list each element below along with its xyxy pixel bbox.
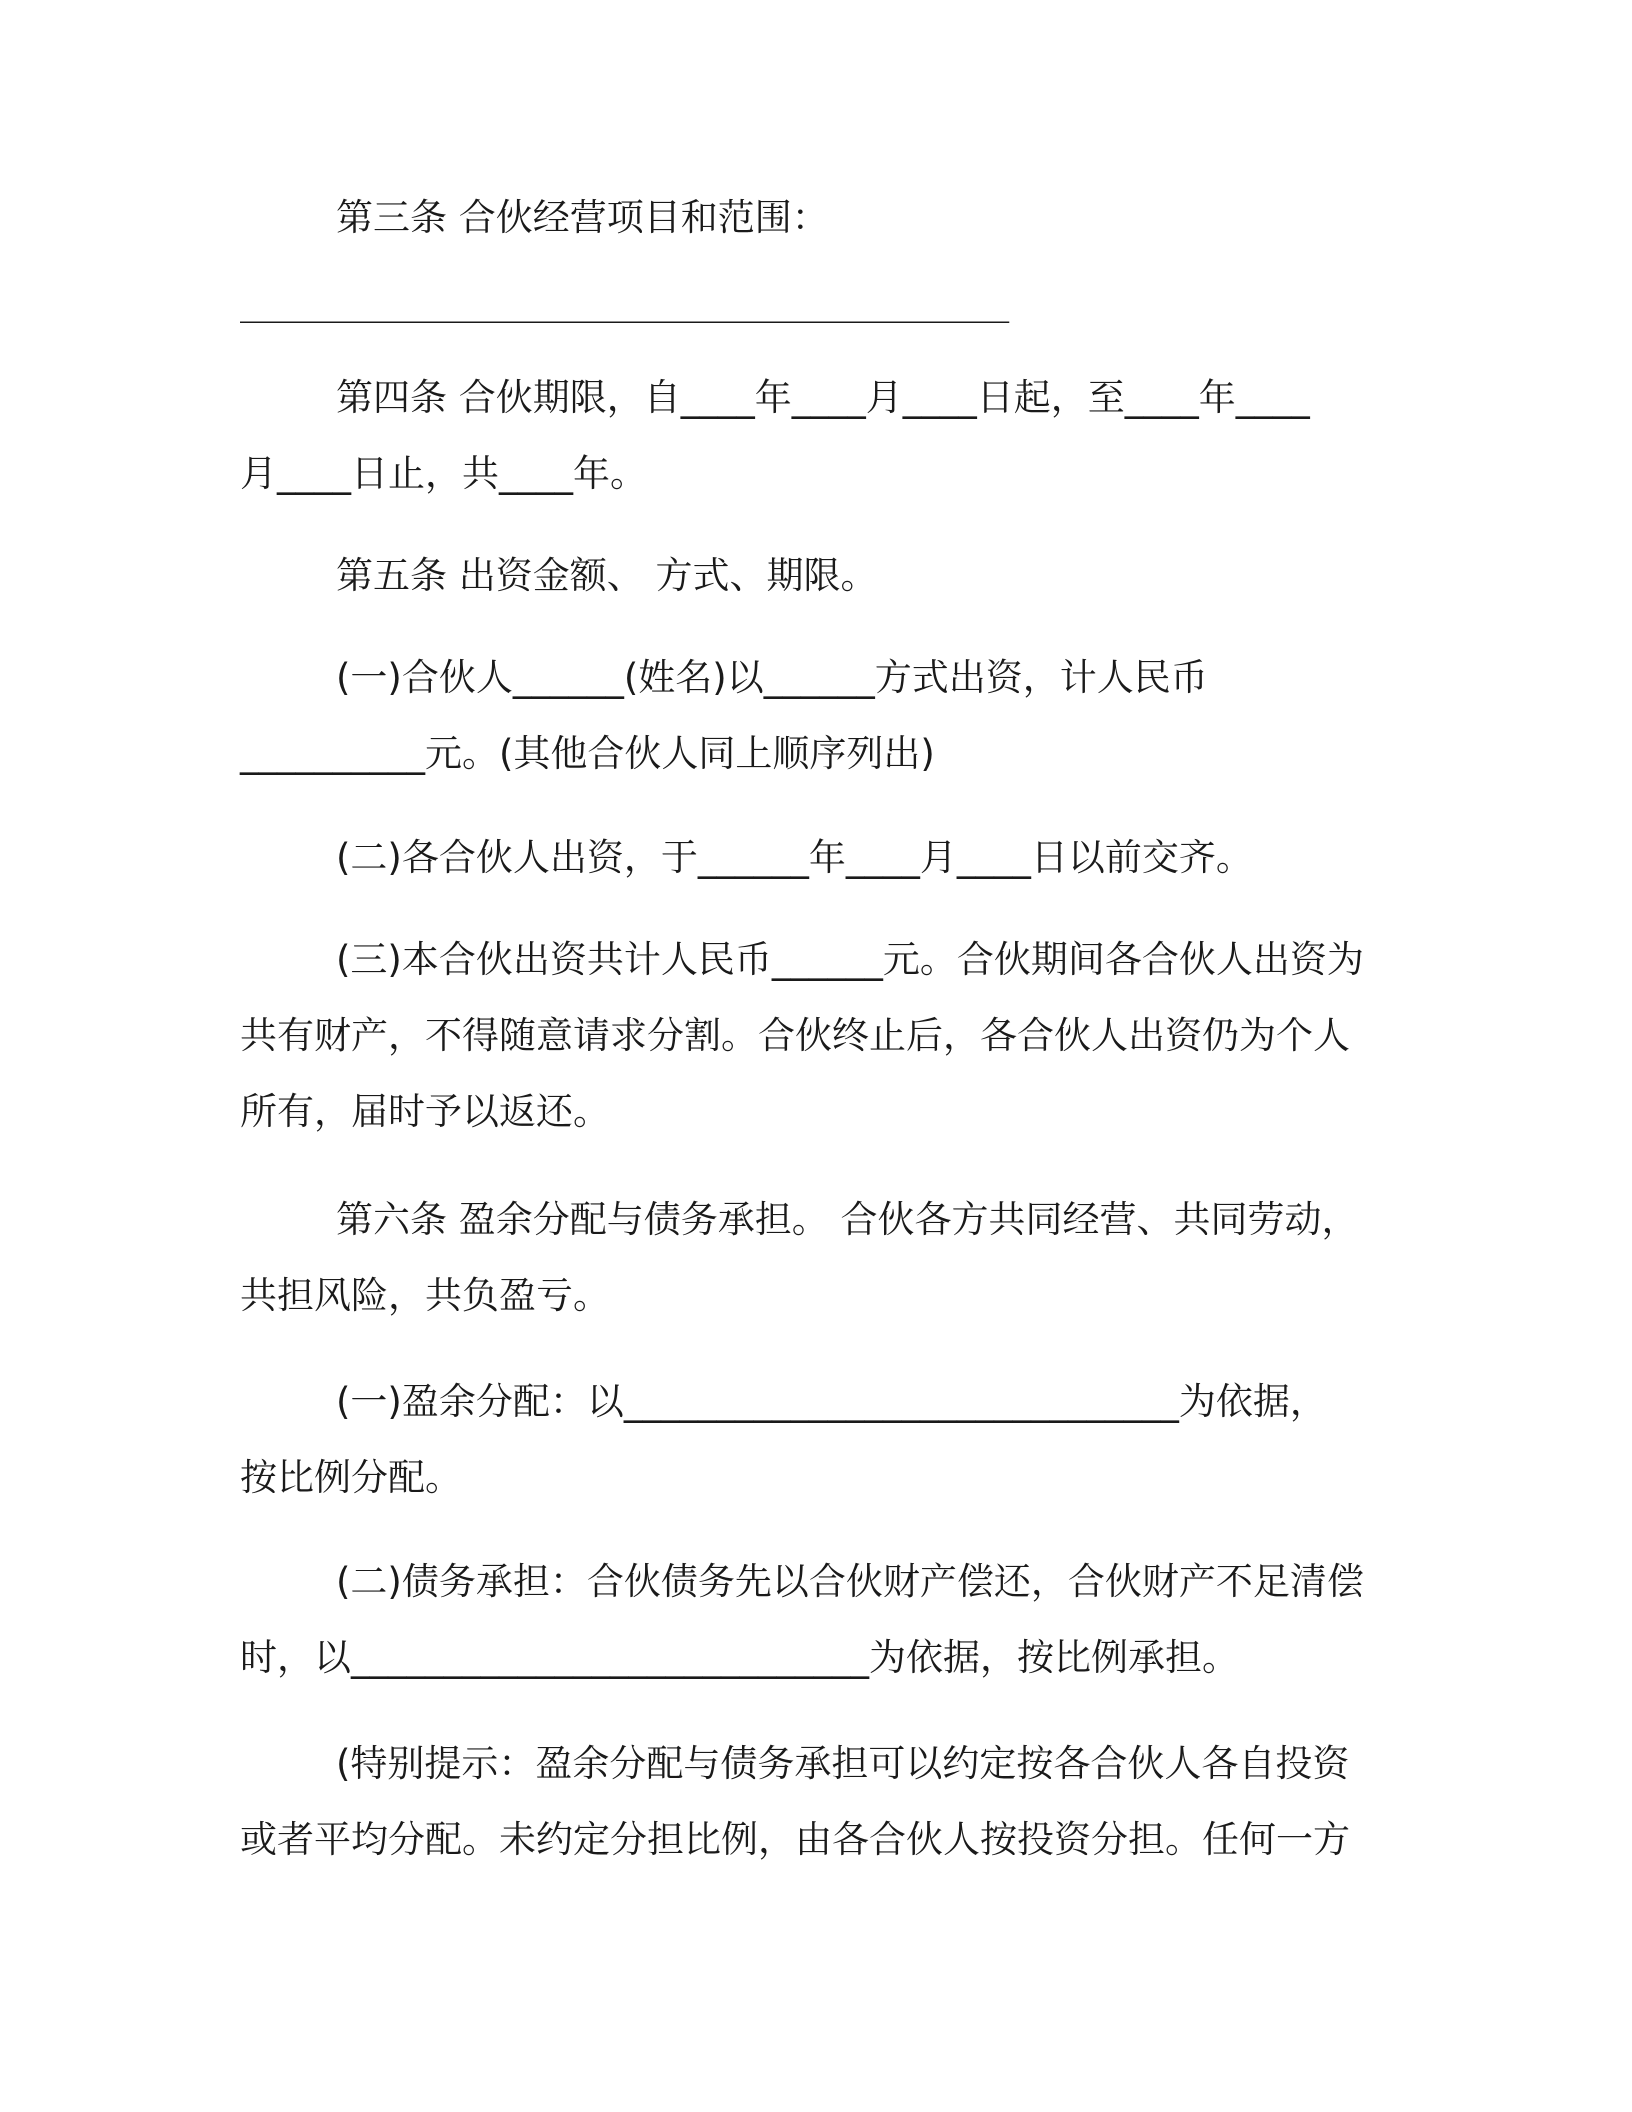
text-line: (特别提示：盈余分配与债务承担可以约定按各合伙人各自投资 [336,1742,1350,1785]
article-6-item-2 [240,1544,1390,1696]
article-3-blank-text: _________________________________________ [240,280,1006,323]
text-line: 第三条 合伙经营项目和范围： [336,196,829,239]
text-line: (二)各合伙人出资，于______年____月____日以前交齐。 [336,836,1253,879]
text-line: (一)盈余分配：以______________________________为依据， [336,1380,1327,1423]
text-line: __________元。(其他合伙人同上顺序列出) [240,732,935,775]
text-line: 月____日止，共____年。 [240,452,647,495]
text-line: 第四条 合伙期限，自____年____月____日起，至____年____ [336,376,1310,419]
text-line: 或者平均分配。未约定分担比例，由各合伙人按投资分担。任何一方 [240,1818,1350,1861]
text-line: 所有，届时予以返还。 [240,1090,610,1133]
text-line: (二)债务承担：合伙债务先以合伙财产偿还，合伙财产不足清偿 [336,1560,1364,1603]
text-line: 共有财产，不得随意请求分割。合伙终止后，各合伙人出资仍为个人 [240,1014,1350,1057]
article-5-item-2 [240,820,1390,896]
article-6-heading [240,1182,1390,1334]
article-4-term [240,360,1390,512]
article-5-item-3 [240,922,1390,1150]
special-note [240,1726,1390,1878]
article-5-heading [240,538,1390,614]
text-line: 按比例分配。 [240,1456,462,1499]
text-line: 第五条 出资金额、 方式、期限。 [336,554,878,597]
article-6-item-1 [240,1364,1390,1516]
text-line: 时，以____________________________为依据，按比例承担。 [240,1636,1239,1679]
text-line: (一)合伙人______(姓名)以______方式出资，计人民币 [336,656,1208,699]
text-line: (三)本合伙出资共计人民币______元。合伙期间各合伙人出资为 [336,938,1364,981]
article-5-item-1 [240,640,1390,792]
text-line: 共担风险，共负盈亏。 [240,1274,610,1317]
article-3-heading [240,180,1390,256]
text-line: 第六条 盈余分配与债务承担。 合伙各方共同经营、共同劳动， [336,1198,1359,1241]
